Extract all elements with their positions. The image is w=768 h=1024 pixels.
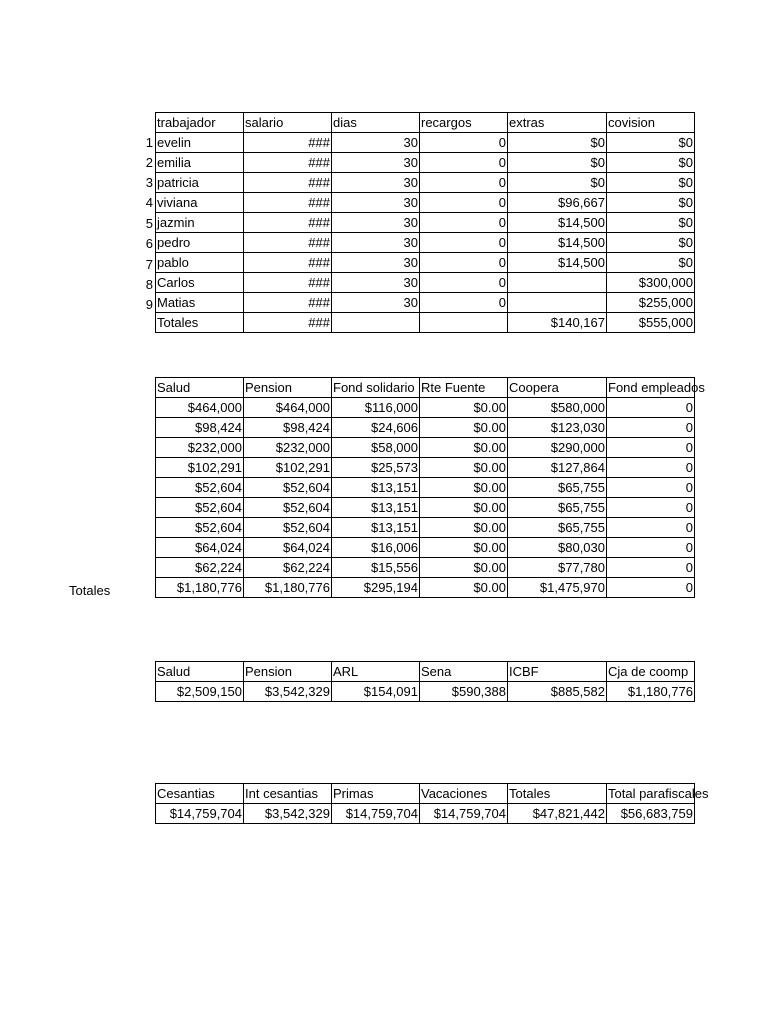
table-cell[interactable]: $0.00 bbox=[420, 538, 508, 558]
table-header-row bbox=[156, 662, 695, 682]
table-cell[interactable]: $154,091 bbox=[332, 682, 420, 702]
row-number: 5 bbox=[145, 216, 153, 231]
row-number: 8 bbox=[145, 277, 153, 292]
cell-covision[interactable]: $555,000 bbox=[607, 313, 695, 333]
header-cell[interactable]: trabajador bbox=[156, 113, 244, 133]
table-cell[interactable]: $0.00 bbox=[420, 518, 508, 538]
cell-covision[interactable]: $255,000 bbox=[607, 293, 695, 313]
cell-dias[interactable] bbox=[332, 313, 420, 333]
table-row bbox=[156, 438, 695, 458]
table-cell[interactable]: $464,000 bbox=[156, 398, 244, 418]
header-cell[interactable]: Pension bbox=[244, 378, 332, 398]
cell-salario[interactable]: ### bbox=[244, 293, 332, 313]
cell-extras[interactable]: $14,500 bbox=[508, 253, 607, 273]
cell-extras[interactable]: $0 bbox=[508, 173, 607, 193]
cell-covision[interactable]: $0 bbox=[607, 133, 695, 153]
table-cell[interactable]: $0.00 bbox=[420, 458, 508, 478]
cell-covision[interactable]: $0 bbox=[607, 253, 695, 273]
table-cell[interactable]: $1,180,776 bbox=[607, 682, 695, 702]
cell-covision[interactable]: $0 bbox=[607, 213, 695, 233]
table-row bbox=[156, 682, 695, 702]
table-cell[interactable]: $16,006 bbox=[332, 538, 420, 558]
header-cell[interactable]: Sena bbox=[420, 662, 508, 682]
table-cell[interactable]: $13,151 bbox=[332, 478, 420, 498]
table-cell[interactable]: 0 bbox=[607, 478, 695, 498]
cell-salario[interactable]: ### bbox=[244, 253, 332, 273]
total-cell[interactable]: $1,475,970 bbox=[508, 578, 607, 598]
cell-covision[interactable]: $0 bbox=[607, 153, 695, 173]
cell-salario[interactable]: ### bbox=[244, 193, 332, 213]
table-cell[interactable]: 0 bbox=[607, 438, 695, 458]
table-cell[interactable]: $77,780 bbox=[508, 558, 607, 578]
cell-salario[interactable]: ### bbox=[244, 233, 332, 253]
table-cell[interactable]: $98,424 bbox=[156, 418, 244, 438]
header-cell[interactable]: Fond solidario bbox=[332, 378, 420, 398]
table-cell[interactable]: $25,573 bbox=[332, 458, 420, 478]
cell-dias[interactable]: 30 bbox=[332, 173, 420, 193]
cell-extras[interactable] bbox=[508, 273, 607, 293]
cell-dias[interactable]: 30 bbox=[332, 133, 420, 153]
table-cell[interactable]: $52,604 bbox=[244, 498, 332, 518]
row-number: 1 bbox=[145, 135, 153, 150]
cell-recargos[interactable]: 0 bbox=[420, 173, 508, 193]
table-cell[interactable]: $102,291 bbox=[244, 458, 332, 478]
benefits-table bbox=[155, 783, 709, 824]
header-cell[interactable]: covision bbox=[607, 113, 695, 133]
table-row bbox=[156, 293, 695, 313]
table-cell[interactable]: $65,755 bbox=[508, 478, 607, 498]
table-cell[interactable]: 0 bbox=[607, 538, 695, 558]
header-cell[interactable]: Fond empleados bbox=[607, 378, 695, 398]
table-cell[interactable]: $127,864 bbox=[508, 458, 607, 478]
payroll-table bbox=[155, 112, 695, 333]
header-cell[interactable]: Vacaciones bbox=[420, 784, 508, 804]
cell-dias[interactable]: 30 bbox=[332, 273, 420, 293]
table-cell[interactable]: $64,024 bbox=[156, 538, 244, 558]
cell-dias[interactable]: 30 bbox=[332, 153, 420, 173]
cell-covision[interactable]: $300,000 bbox=[607, 273, 695, 293]
table-row bbox=[156, 458, 695, 478]
table-cell[interactable]: $52,604 bbox=[156, 518, 244, 538]
table-cell[interactable]: $590,388 bbox=[420, 682, 508, 702]
totals-row bbox=[156, 313, 695, 333]
cell-recargos[interactable]: 0 bbox=[420, 133, 508, 153]
table-cell[interactable]: $52,604 bbox=[156, 478, 244, 498]
table-cell[interactable]: $885,582 bbox=[508, 682, 607, 702]
cell-trabajador[interactable]: pablo bbox=[156, 253, 244, 273]
cell-salario[interactable]: ### bbox=[244, 153, 332, 173]
table-cell[interactable]: $64,024 bbox=[244, 538, 332, 558]
table-header-row bbox=[156, 784, 695, 804]
employer-contributions-table bbox=[155, 661, 695, 702]
table-cell[interactable]: $15,556 bbox=[332, 558, 420, 578]
cell-extras[interactable]: $96,667 bbox=[508, 193, 607, 213]
table-cell[interactable]: $3,542,329 bbox=[244, 682, 332, 702]
table-row bbox=[156, 273, 695, 293]
table-cell[interactable]: $0.00 bbox=[420, 418, 508, 438]
table-cell[interactable]: $232,000 bbox=[244, 438, 332, 458]
cell-trabajador[interactable]: jazmin bbox=[156, 213, 244, 233]
table-row bbox=[156, 478, 695, 498]
cell-dias[interactable]: 30 bbox=[332, 233, 420, 253]
table-cell[interactable]: 0 bbox=[607, 418, 695, 438]
table-cell[interactable]: 0 bbox=[607, 558, 695, 578]
table-row bbox=[156, 498, 695, 518]
table-cell[interactable]: $0.00 bbox=[420, 438, 508, 458]
cell-recargos[interactable]: 0 bbox=[420, 233, 508, 253]
total-cell[interactable]: $1,180,776 bbox=[244, 578, 332, 598]
table-cell[interactable]: $58,000 bbox=[332, 438, 420, 458]
table-cell[interactable]: 0 bbox=[607, 498, 695, 518]
table-cell[interactable]: $464,000 bbox=[244, 398, 332, 418]
total-cell[interactable]: $295,194 bbox=[332, 578, 420, 598]
cell-extras[interactable]: $0 bbox=[508, 133, 607, 153]
row-number: 2 bbox=[145, 155, 153, 170]
cell-extras[interactable] bbox=[508, 293, 607, 313]
table-cell[interactable]: $14,759,704 bbox=[420, 804, 508, 824]
table-cell[interactable]: $13,151 bbox=[332, 518, 420, 538]
cell-recargos[interactable]: 0 bbox=[420, 273, 508, 293]
table-cell[interactable]: $65,755 bbox=[508, 518, 607, 538]
cell-salario[interactable]: ### bbox=[244, 313, 332, 333]
cell-dias[interactable]: 30 bbox=[332, 293, 420, 313]
cell-trabajador[interactable]: Carlos bbox=[156, 273, 244, 293]
cell-recargos[interactable]: 0 bbox=[420, 213, 508, 233]
header-cell[interactable]: ICBF bbox=[508, 662, 607, 682]
table-cell[interactable]: $0.00 bbox=[420, 478, 508, 498]
table-cell[interactable]: 0 bbox=[607, 458, 695, 478]
table-cell[interactable]: $580,000 bbox=[508, 398, 607, 418]
row-number: 3 bbox=[145, 175, 153, 190]
total-cell[interactable]: $1,180,776 bbox=[156, 578, 244, 598]
cell-extras[interactable]: $0 bbox=[508, 153, 607, 173]
table-cell[interactable]: $14,759,704 bbox=[156, 804, 244, 824]
table-cell[interactable]: $123,030 bbox=[508, 418, 607, 438]
row-number: 6 bbox=[145, 236, 153, 251]
table-row bbox=[156, 418, 695, 438]
cell-salario[interactable]: ### bbox=[244, 273, 332, 293]
table-row bbox=[156, 558, 695, 578]
table-cell[interactable]: $232,000 bbox=[156, 438, 244, 458]
table-cell[interactable]: $13,151 bbox=[332, 498, 420, 518]
cell-dias[interactable]: 30 bbox=[332, 213, 420, 233]
cell-trabajador[interactable]: emilia bbox=[156, 153, 244, 173]
cell-covision[interactable]: $0 bbox=[607, 193, 695, 213]
table-row bbox=[156, 193, 695, 213]
table-cell[interactable]: $0.00 bbox=[420, 498, 508, 518]
cell-extras[interactable]: $14,500 bbox=[508, 233, 607, 253]
header-cell[interactable]: ARL bbox=[332, 662, 420, 682]
cell-recargos[interactable]: 0 bbox=[420, 253, 508, 273]
cell-dias[interactable]: 30 bbox=[332, 193, 420, 213]
header-cell[interactable]: Total parafiscales bbox=[607, 784, 695, 804]
table-row bbox=[156, 804, 695, 824]
table-cell[interactable]: $3,542,329 bbox=[244, 804, 332, 824]
table-cell[interactable]: $2,509,150 bbox=[156, 682, 244, 702]
cell-salario[interactable]: ### bbox=[244, 173, 332, 193]
table-cell[interactable]: $52,604 bbox=[244, 478, 332, 498]
cell-recargos[interactable]: 0 bbox=[420, 193, 508, 213]
header-cell[interactable]: Primas bbox=[332, 784, 420, 804]
header-cell[interactable]: Coopera bbox=[508, 378, 607, 398]
table-cell[interactable]: $290,000 bbox=[508, 438, 607, 458]
totals-label[interactable]: Totales bbox=[156, 313, 244, 333]
table-row bbox=[156, 173, 695, 193]
table-row bbox=[156, 233, 695, 253]
cell-covision[interactable]: $0 bbox=[607, 233, 695, 253]
table-cell[interactable]: $98,424 bbox=[244, 418, 332, 438]
table-cell[interactable]: $52,604 bbox=[156, 498, 244, 518]
header-cell[interactable]: Int cesantias bbox=[244, 784, 332, 804]
table-cell[interactable]: $62,224 bbox=[244, 558, 332, 578]
cell-trabajador[interactable]: evelin bbox=[156, 133, 244, 153]
cell-recargos[interactable]: 0 bbox=[420, 153, 508, 173]
deductions-totals-label: Totales bbox=[69, 583, 111, 598]
table-cell[interactable]: $0.00 bbox=[420, 558, 508, 578]
header-cell[interactable]: Pension bbox=[244, 662, 332, 682]
table-row bbox=[156, 518, 695, 538]
table-cell[interactable]: $65,755 bbox=[508, 498, 607, 518]
table-cell[interactable]: $102,291 bbox=[156, 458, 244, 478]
header-cell[interactable]: extras bbox=[508, 113, 607, 133]
table-row bbox=[156, 153, 695, 173]
cell-trabajador[interactable]: viviana bbox=[156, 193, 244, 213]
table-cell[interactable]: $0.00 bbox=[420, 398, 508, 418]
cell-recargos[interactable] bbox=[420, 313, 508, 333]
table-row bbox=[156, 398, 695, 418]
table-cell[interactable]: 0 bbox=[607, 398, 695, 418]
table-cell[interactable]: $80,030 bbox=[508, 538, 607, 558]
cell-trabajador[interactable]: pedro bbox=[156, 233, 244, 253]
table-cell[interactable]: $47,821,442 bbox=[508, 804, 607, 824]
header-cell[interactable]: Totales bbox=[508, 784, 607, 804]
header-cell[interactable]: recargos bbox=[420, 113, 508, 133]
cell-trabajador[interactable]: patricia bbox=[156, 173, 244, 193]
cell-covision[interactable]: $0 bbox=[607, 173, 695, 193]
table-header-row bbox=[156, 113, 695, 133]
header-cell[interactable]: Salud bbox=[156, 662, 244, 682]
table-cell[interactable]: $24,606 bbox=[332, 418, 420, 438]
header-cell[interactable]: Rte Fuente bbox=[420, 378, 508, 398]
table-cell[interactable]: $14,759,704 bbox=[332, 804, 420, 824]
row-number: 7 bbox=[145, 257, 153, 272]
cell-trabajador[interactable]: Matias bbox=[156, 293, 244, 313]
total-cell[interactable]: $0.00 bbox=[420, 578, 508, 598]
totals-row bbox=[156, 578, 695, 598]
header-cell[interactable]: Cja de coomp bbox=[607, 662, 695, 682]
header-cell[interactable]: Salud bbox=[156, 378, 244, 398]
table-cell[interactable]: $116,000 bbox=[332, 398, 420, 418]
table-row bbox=[156, 538, 695, 558]
row-number: 9 bbox=[145, 297, 153, 312]
table-cell[interactable]: $52,604 bbox=[244, 518, 332, 538]
header-cell[interactable]: Cesantias bbox=[156, 784, 244, 804]
table-row bbox=[156, 213, 695, 233]
table-cell[interactable]: 0 bbox=[607, 518, 695, 538]
table-cell[interactable]: $56,683,759 bbox=[607, 804, 695, 824]
table-cell[interactable]: $62,224 bbox=[156, 558, 244, 578]
row-number: 4 bbox=[145, 195, 153, 210]
cell-recargos[interactable]: 0 bbox=[420, 293, 508, 313]
table-row bbox=[156, 133, 695, 153]
deductions-table bbox=[155, 377, 705, 598]
table-header-row bbox=[156, 378, 695, 398]
cell-extras[interactable]: $14,500 bbox=[508, 213, 607, 233]
cell-salario[interactable]: ### bbox=[244, 133, 332, 153]
header-cell[interactable]: salario bbox=[244, 113, 332, 133]
cell-salario[interactable]: ### bbox=[244, 213, 332, 233]
header-cell[interactable]: dias bbox=[332, 113, 420, 133]
total-cell[interactable]: 0 bbox=[607, 578, 695, 598]
cell-extras[interactable]: $140,167 bbox=[508, 313, 607, 333]
table-row bbox=[156, 253, 695, 273]
cell-dias[interactable]: 30 bbox=[332, 253, 420, 273]
